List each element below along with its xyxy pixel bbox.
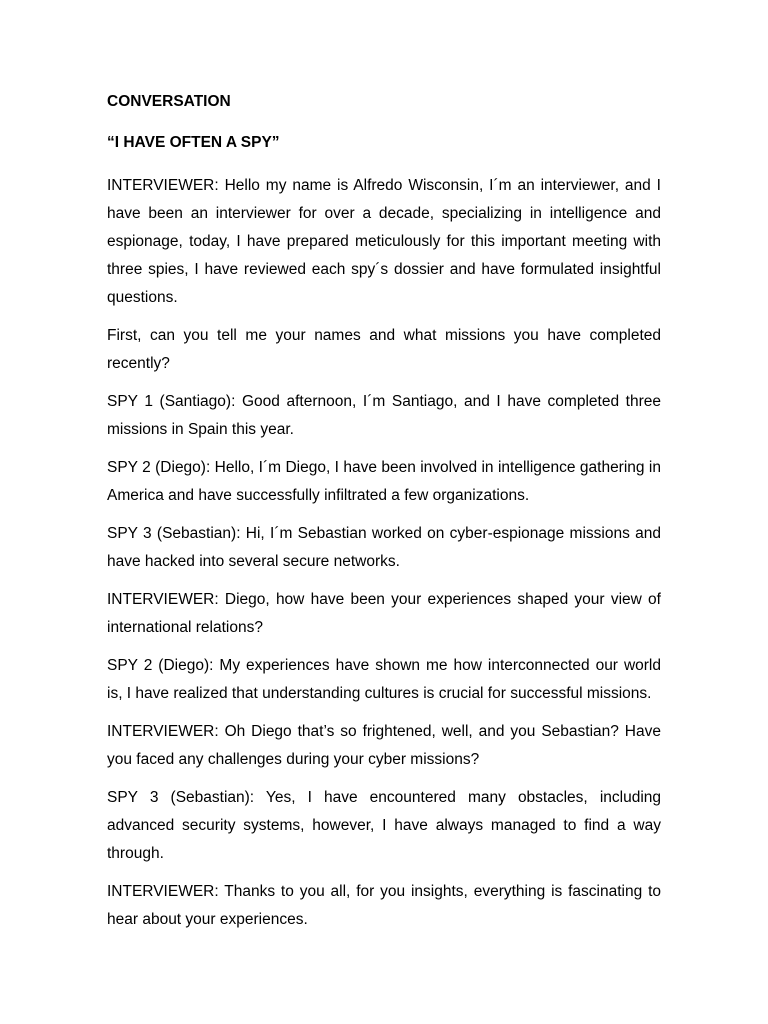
paragraph-spy3-sebastian-answer: SPY 3 (Sebastian): Yes, I have encountered many obstacles, including advanced security systems, however, I have always managed to find a way through.: [107, 789, 661, 862]
document-heading: CONVERSATION: [107, 93, 231, 110]
paragraph-interviewer-diego-question: INTERVIEWER: Diego, how have been your experiences shaped your view of international relations?: [107, 591, 661, 636]
document-title: “I HAVE OFTEN A SPY”: [107, 134, 280, 151]
paragraph-interviewer-closing: INTERVIEWER: Thanks to you all, for you insights, everything is fascinating to hear about your experiences.: [107, 883, 661, 928]
paragraph-spy2-diego: SPY 2 (Diego): Hello, I´m Diego, I have been involved in intelligence gathering in America and have successfully infiltrated a few organizations.: [107, 459, 661, 504]
paragraph-spy3-sebastian: SPY 3 (Sebastian): Hi, I´m Sebastian worked on cyber-espionage missions and have hacked into several secure networks.: [107, 525, 661, 570]
paragraph-spy1-santiago: SPY 1 (Santiago): Good afternoon, I´m Santiago, and I have completed three missions in Spain this year.: [107, 393, 661, 438]
paragraph-interviewer-sebastian-question: INTERVIEWER: Oh Diego that’s so frightened, well, and you Sebastian? Have you faced any challenges during your cyber missions?: [107, 723, 661, 768]
document-page: [107, 90, 661, 944]
paragraph-spy2-diego-answer: SPY 2 (Diego): My experiences have shown me how interconnected our world is, I have realized that understanding cultures is crucial for successful missions.: [107, 657, 661, 702]
paragraph-first-question: First, can you tell me your names and what missions you have completed recently?: [107, 327, 661, 372]
paragraph-interviewer-intro: INTERVIEWER: Hello my name is Alfredo Wisconsin, I´m an interviewer, and I have been an interviewer for over a decade, specializing in intelligence and espionage, today, I have prepared meticulously for this important meeting with three spies, I have reviewed each spy´s dossier and have formulated insightful questions.: [107, 177, 661, 306]
